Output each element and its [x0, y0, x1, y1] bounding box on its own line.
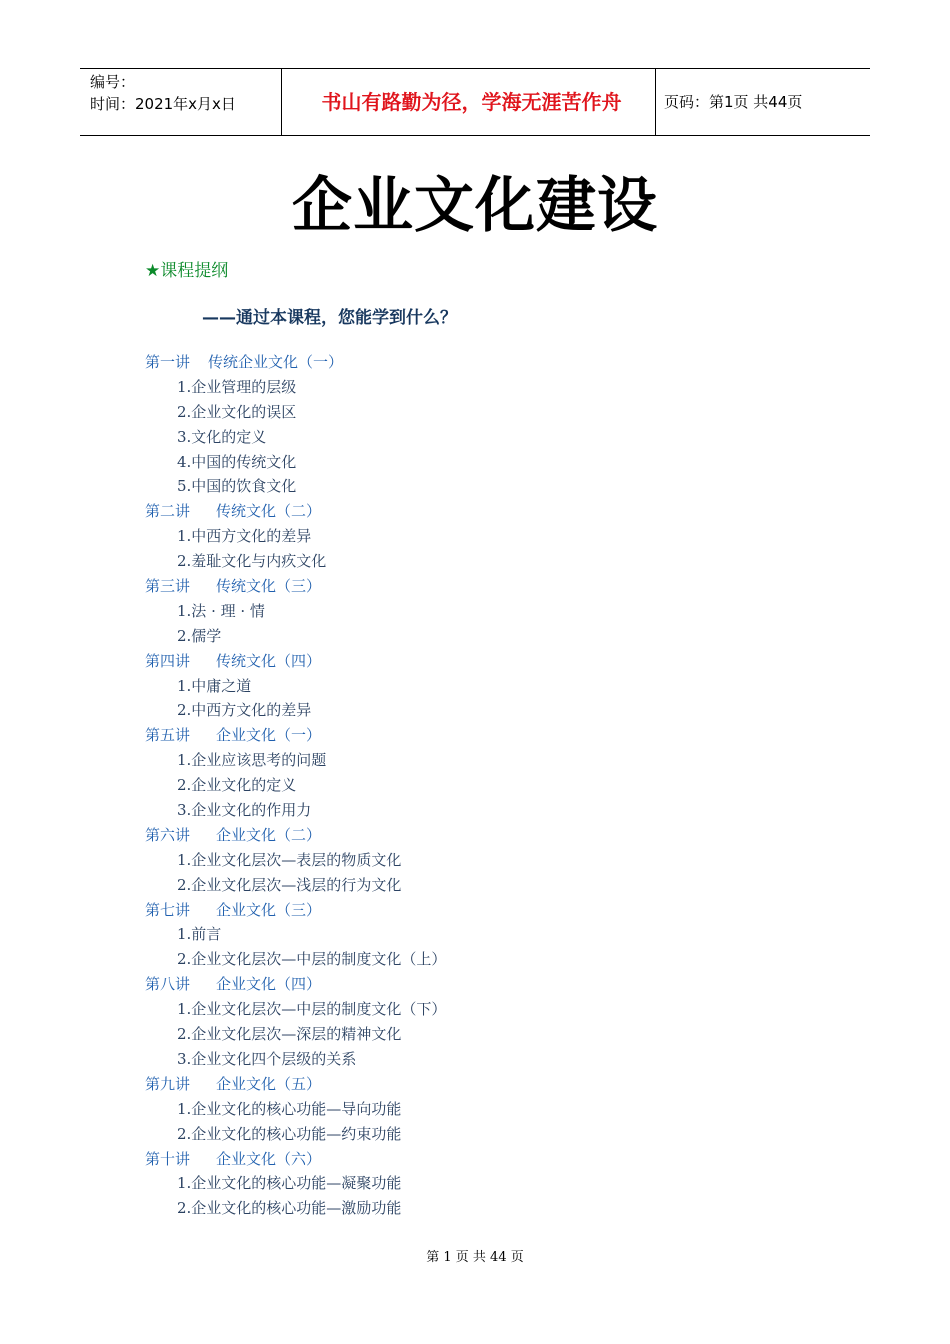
lecture-number: 第二讲	[145, 502, 191, 521]
lecture-topic: 传统文化（四）	[216, 651, 322, 670]
lecture-item: 1.中西方文化的差异	[177, 527, 312, 546]
lecture-heading	[145, 898, 446, 923]
lecture-heading	[145, 350, 446, 375]
lecture-topic: 企业文化（一）	[216, 726, 322, 745]
lecture-heading	[145, 972, 446, 997]
lecture-number: 第四讲	[145, 651, 191, 670]
lecture-heading	[145, 723, 446, 748]
lecture-item: 2.企业文化层次—浅层的行为文化	[177, 875, 402, 894]
lecture-heading	[145, 649, 446, 674]
lecture-item: 1.企业文化层次—表层的物质文化	[177, 850, 402, 869]
lecture-topic: 企业文化（五）	[216, 1074, 322, 1093]
lecture-topic: 传统文化（三）	[216, 577, 322, 596]
lecture-number: 第九讲	[145, 1074, 191, 1093]
lecture-item: 2.企业文化的误区	[177, 402, 297, 421]
lecture-topic: 企业文化（三）	[216, 900, 322, 919]
document-title: 企业文化建设	[292, 171, 658, 241]
lecture-number: 第十讲	[145, 1149, 191, 1168]
header-meta	[80, 69, 282, 135]
lecture-heading	[145, 823, 446, 848]
lecture-heading	[145, 499, 446, 524]
lecture-number: 第一讲	[145, 353, 191, 371]
page-footer: 第 1 页 共 44 页	[426, 1250, 524, 1265]
lecture-item: 5.中国的饮食文化	[177, 477, 297, 496]
lecture-item: 2.企业文化的定义	[177, 776, 297, 795]
lecture-heading	[145, 1147, 446, 1172]
lecture-number: 第七讲	[145, 900, 191, 919]
lecture-item: 3.企业文化四个层级的关系	[177, 1049, 357, 1068]
lecture-item: 3.企业文化的作用力	[177, 801, 312, 820]
lecture-number: 第五讲	[145, 726, 191, 745]
lecture-item: 1.企业应该思考的问题	[177, 751, 327, 770]
lecture-item: 2.羞耻文化与内疚文化	[177, 552, 327, 571]
outline-subtitle: ——通过本课程，您能学到什么？	[202, 308, 457, 328]
lecture-number: 第八讲	[145, 975, 191, 994]
outline-label: ★课程提纲	[145, 261, 229, 281]
lecture-topic: 企业文化（四）	[216, 975, 322, 994]
lecture-item: 1.法 · 理 · 情	[177, 601, 265, 620]
lecture-number: 第三讲	[145, 577, 191, 596]
lecture-item: 3.文化的定义	[177, 427, 267, 446]
lecture-topic: 传统企业文化（一）	[208, 353, 344, 371]
lecture-item: 1.中庸之道	[177, 676, 252, 695]
lecture-item: 2.企业文化层次—深层的精神文化	[177, 1025, 402, 1044]
lecture-item: 2.企业文化的核心功能—激励功能	[177, 1199, 402, 1218]
lecture-item: 2.中西方文化的差异	[177, 701, 312, 720]
lecture-heading	[145, 574, 446, 599]
lecture-item: 1.前言	[177, 925, 222, 944]
lecture-item: 2.企业文化的核心功能—约束功能	[177, 1124, 402, 1143]
lecture-item: 1.企业文化的核心功能—凝聚功能	[177, 1174, 402, 1193]
header-page-info: 页码：第1页 共44页	[664, 93, 803, 111]
time-label: 时间：2021年x月x日	[90, 95, 236, 113]
lecture-heading	[145, 1072, 446, 1097]
code-label: 编号：	[90, 73, 136, 91]
course-outline	[145, 350, 446, 1221]
lecture-item: 1.企业管理的层级	[177, 377, 297, 396]
lecture-topic: 传统文化（二）	[216, 502, 322, 521]
page-header	[80, 68, 870, 136]
lecture-topic: 企业文化（二）	[216, 825, 322, 844]
lecture-item: 1.企业文化层次—中层的制度文化（下）	[177, 1000, 447, 1019]
lecture-number: 第六讲	[145, 825, 191, 844]
lecture-item: 1.企业文化的核心功能—导向功能	[177, 1099, 402, 1118]
lecture-item: 4.中国的传统文化	[177, 452, 297, 471]
header-motto: 书山有路勤为径，学海无涯苦作舟	[282, 69, 656, 135]
lecture-topic: 企业文化（六）	[216, 1149, 322, 1168]
lecture-item: 2.企业文化层次—中层的制度文化（上）	[177, 950, 447, 969]
lecture-item: 2.儒学	[177, 626, 222, 645]
